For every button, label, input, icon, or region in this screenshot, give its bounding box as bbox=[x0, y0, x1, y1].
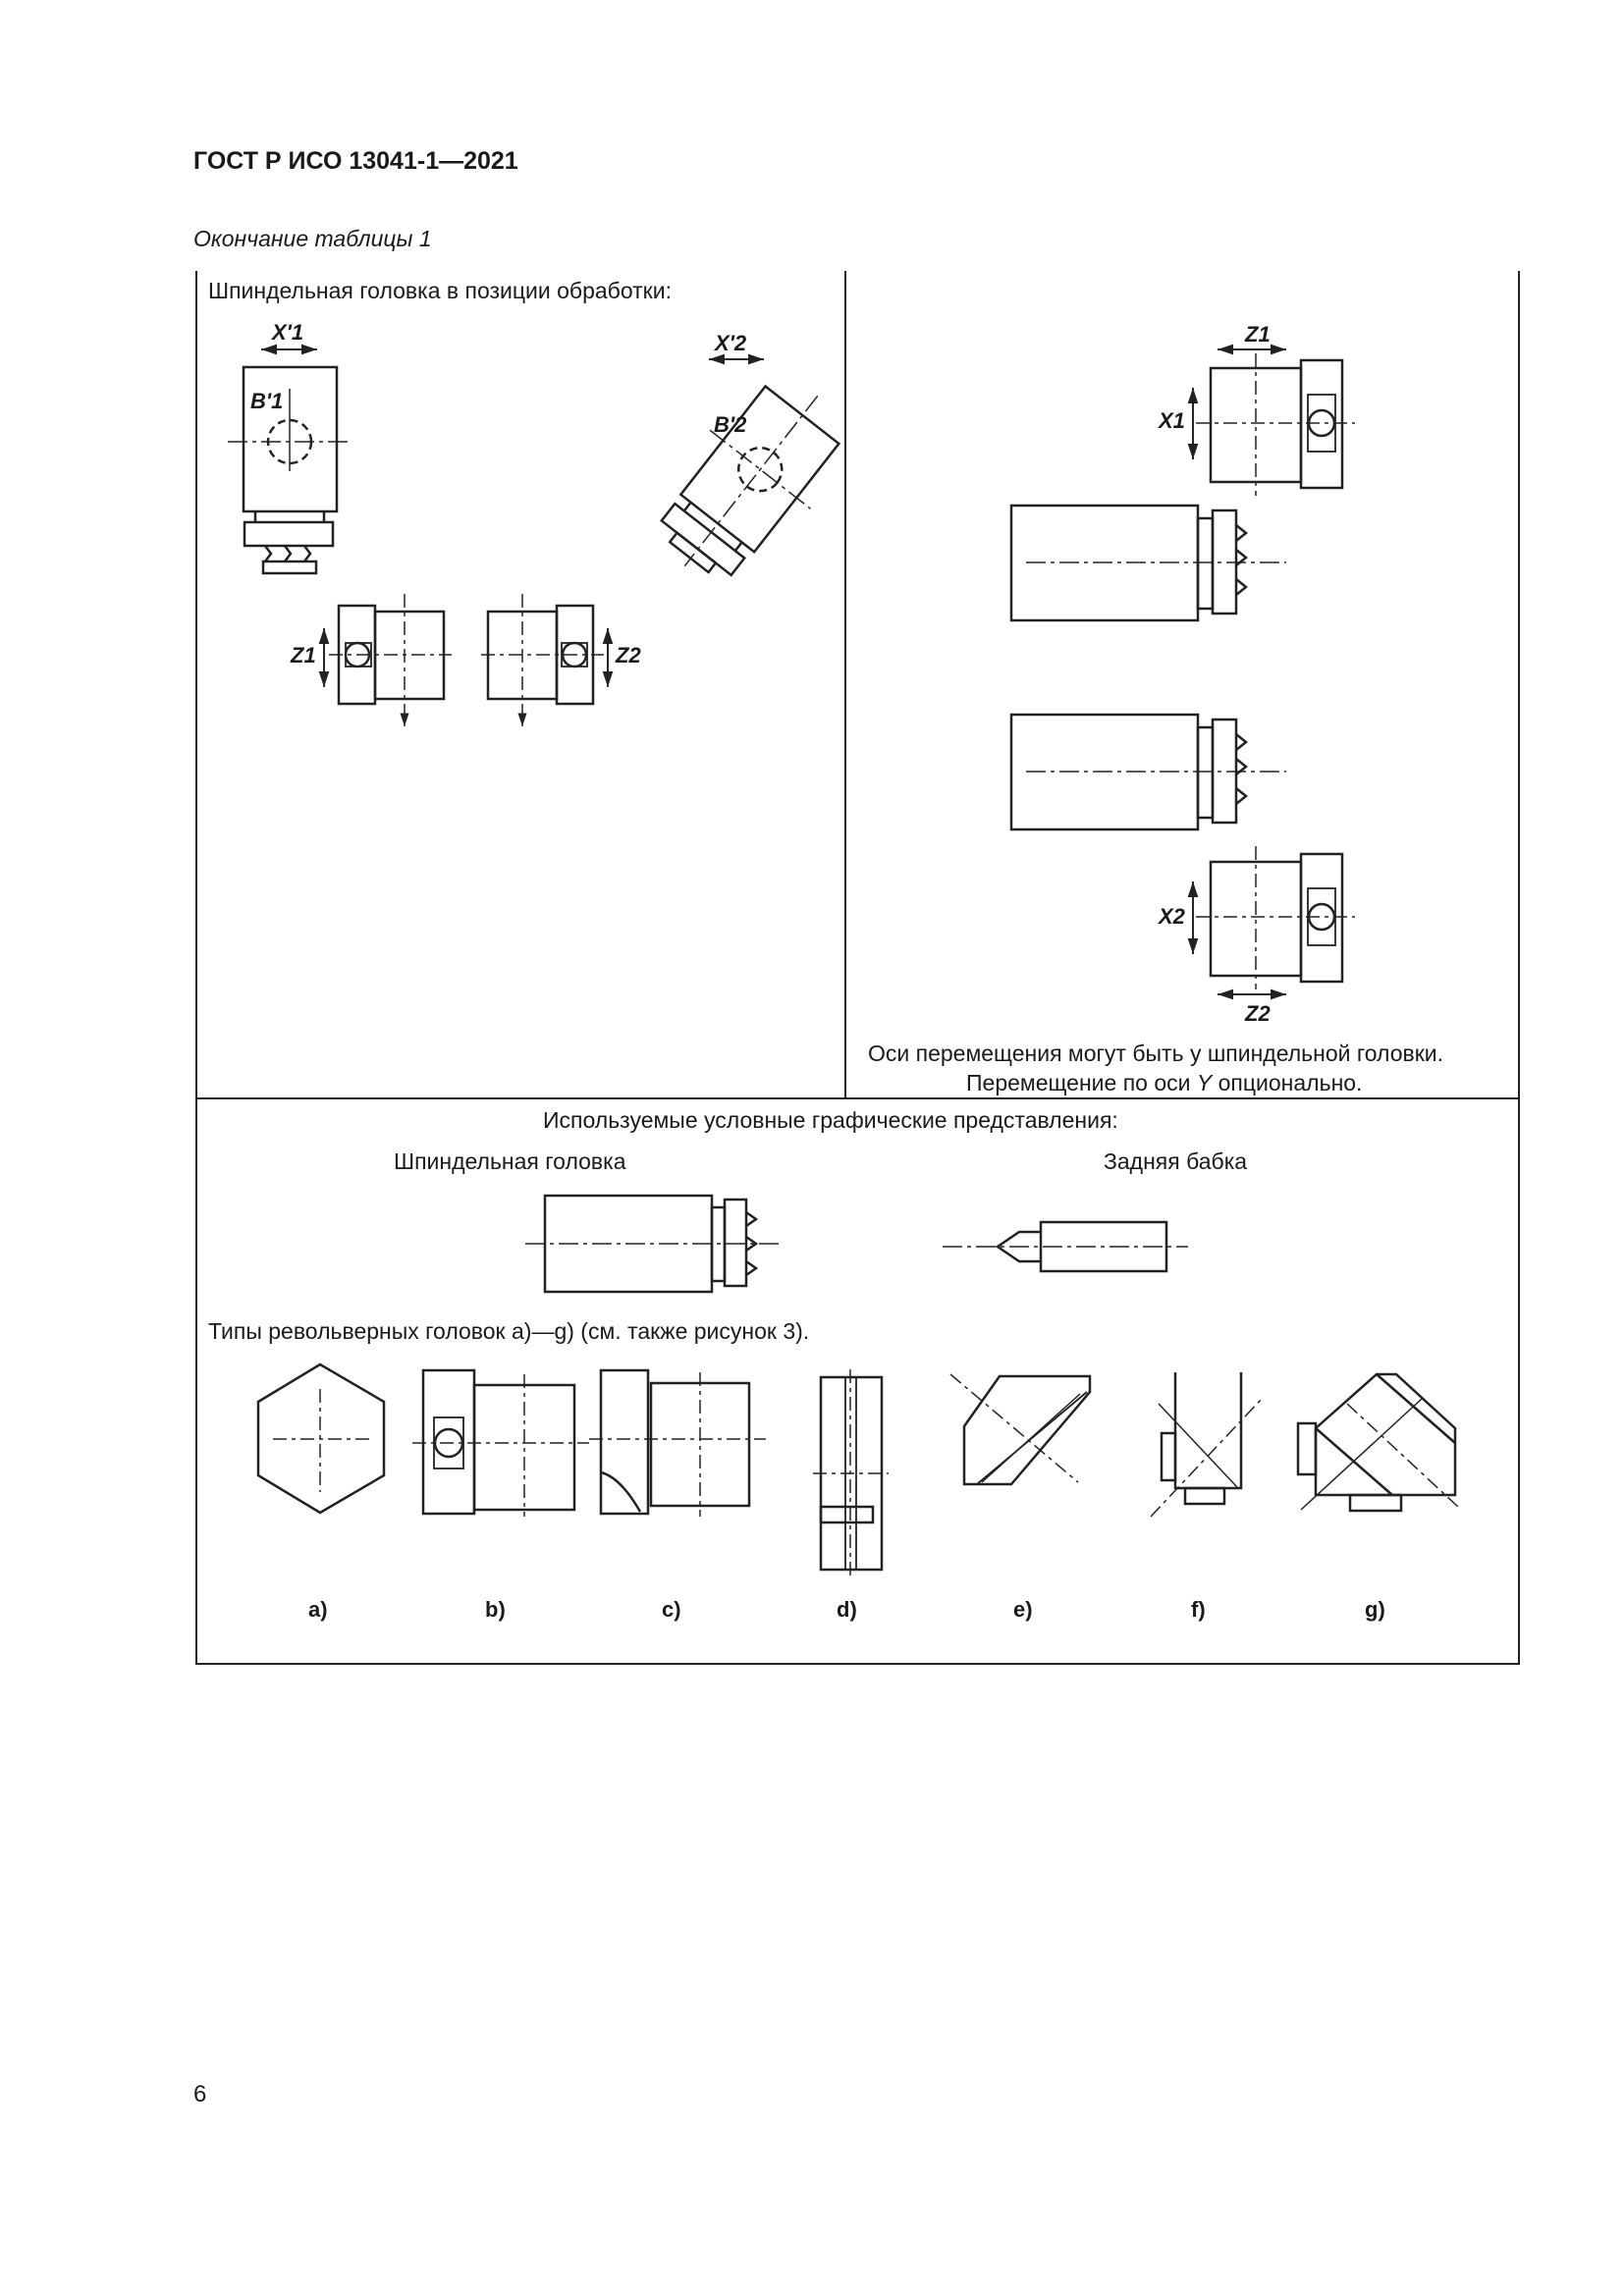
turret-letter-f: f) bbox=[1191, 1597, 1206, 1622]
turret-letter-b: b) bbox=[485, 1597, 506, 1622]
turret-type-g-drawing bbox=[1298, 1374, 1459, 1511]
right-turret-top-drawing bbox=[1193, 349, 1355, 496]
label-b1-prime: B'1 bbox=[250, 389, 284, 413]
right-cell-note-line2: Перемещение по оси Y опционально. bbox=[966, 1070, 1363, 1095]
turret-letter-e: e) bbox=[1013, 1597, 1033, 1622]
turret-type-b-drawing bbox=[412, 1370, 589, 1517]
label-x1-prime: X'1 bbox=[272, 320, 304, 345]
label-b2-prime: B'2 bbox=[714, 412, 747, 437]
right-spindle-top-drawing bbox=[1011, 506, 1286, 620]
tailstock-symbol-label: Задняя бабка bbox=[1104, 1148, 1248, 1174]
turret-letter-g: g) bbox=[1365, 1597, 1385, 1622]
label-x2-prime: X'2 bbox=[715, 331, 747, 355]
spindle-symbol-drawing bbox=[525, 1196, 781, 1292]
turret-type-a-drawing bbox=[258, 1364, 384, 1513]
turret-letter-a: a) bbox=[308, 1597, 328, 1622]
turret-types-caption: Типы револьверных головок a)—g) (см. также рисунок 3). bbox=[208, 1318, 810, 1344]
turret-letter-c: c) bbox=[662, 1597, 681, 1622]
spindle-head-b1-drawing bbox=[228, 349, 352, 573]
left-cell-title: Шпиндельная головка в позиции обработки: bbox=[208, 278, 672, 303]
turret-letter-d: d) bbox=[837, 1597, 857, 1622]
label-z2-left: Z2 bbox=[616, 643, 641, 667]
right-spindle-bottom-drawing bbox=[1011, 715, 1286, 829]
turret-z1-drawing bbox=[324, 594, 452, 726]
label-x2-right: X2 bbox=[1159, 904, 1185, 929]
spindle-head-b2-drawing bbox=[634, 356, 868, 605]
turret-type-d-drawing bbox=[813, 1369, 889, 1580]
document-header: ГОСТ Р ИСО 13041-1—2021 bbox=[193, 147, 518, 175]
right-turret-bottom-drawing bbox=[1193, 846, 1355, 994]
label-z1-left: Z1 bbox=[291, 643, 316, 667]
page-number: 6 bbox=[193, 2081, 207, 2108]
table-caption: Окончание таблицы 1 bbox=[193, 226, 432, 251]
label-z2-right: Z2 bbox=[1245, 1001, 1271, 1026]
turret-z2-drawing bbox=[481, 594, 608, 726]
right-cell-note-line1: Оси перемещения могут быть у шпиндельной головки. bbox=[868, 1041, 1444, 1066]
label-x1-right: X1 bbox=[1159, 408, 1185, 433]
tailstock-symbol-drawing bbox=[943, 1222, 1188, 1271]
spindle-symbol-label: Шпиндельная головка bbox=[394, 1148, 626, 1174]
turret-type-f-drawing bbox=[1151, 1372, 1262, 1517]
turret-type-c-drawing bbox=[589, 1370, 766, 1517]
turret-type-e-drawing bbox=[950, 1374, 1090, 1484]
bottom-cell-title: Используемые условные графические представления: bbox=[543, 1107, 1118, 1133]
label-z1-right: Z1 bbox=[1245, 322, 1271, 347]
